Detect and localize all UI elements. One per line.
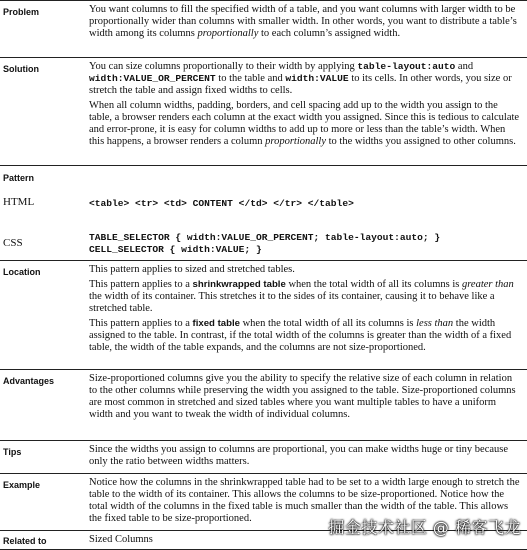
solution-row bbox=[0, 57, 527, 165]
code-width-value-or-percent: width:VALUE_OR_PERCENT bbox=[89, 73, 216, 84]
problem-emphasis: proportionally bbox=[197, 28, 259, 39]
related-content: Sized Columns bbox=[89, 534, 153, 545]
term-shrinkwrapped-table: shrinkwrapped table bbox=[192, 279, 286, 290]
advantages-content: Size-proportioned columns give you the ability to specify the relative size of each column in relation to the other columns while preserving the width you assigned to the table. Size-proportioned columns are most common in stretched and sized tables where you want multiple tables to have a uniform width and you want to tweak the width of individual columns. bbox=[89, 373, 516, 420]
solution-label: Solution bbox=[3, 64, 39, 74]
tips-label: Tips bbox=[3, 447, 22, 457]
html-code: <table> <tr> <td> CONTENT </td> </tr> </table> bbox=[89, 198, 354, 209]
location-row bbox=[0, 260, 527, 369]
css-code: TABLE_SELECTOR { width:VALUE_OR_PERCENT; table-layout:auto; } CELL_SELECTOR { width:VALUE; } bbox=[89, 232, 441, 255]
watermark: 掘金技术社区 @ 稀客飞龙 bbox=[328, 518, 521, 537]
related-label: Related to bbox=[3, 536, 47, 546]
problem-row bbox=[0, 0, 527, 57]
term-fixed-table: fixed table bbox=[192, 318, 240, 329]
problem-label: Problem bbox=[3, 7, 40, 17]
location-label: Location bbox=[3, 267, 41, 277]
pattern-label: Pattern bbox=[3, 173, 35, 183]
solution-content: You can size columns proportionally to their width by applying table-layout:auto and width:VALUE_OR_PERCENT to the table and width:VALUE to its cells. In other words, you size or stretch the table and assign fixed widths to cells. When all column widths, padding, borders, and cell spacing add up to the width you assign to the table, a browser renders each column at the exact width you assigned. Since this is tedious to calculate and error-prone, it is easy for column widths to add up to more or less than the table’s width. When this happens, a browser renders a column proportionally to the widths you assigned to other columns. bbox=[89, 61, 520, 147]
pattern-row bbox=[0, 165, 527, 260]
location-content: This pattern applies to sized and stretched tables. This pattern applies to a shrinkwrapped table when the total width of all its columns is greater than the width of its container. This stretches it to the sides of its container, causing it to behave like a stretched table. This pattern applies to a fixed table when the total width of all its columns is less than the width assigned to the table. In contrast, if the total width of the columns is greater than the width of a fixed table, the width of the table expands, and the columns are not size-proportioned. bbox=[89, 264, 514, 353]
code-width-value: width:VALUE bbox=[285, 73, 349, 84]
advantages-label: Advantages bbox=[3, 376, 55, 386]
example-content: Notice how the columns in the shrinkwrapped table had to be set to a width large enough to stretch the table to the width of its container. This allows the columns to be size-proportioned. Notice how the total width of the columns in the fixed table is much smaller than the width of the table. This allows the fixed table to be size-proportioned. bbox=[89, 477, 520, 524]
html-label: HTML bbox=[3, 196, 35, 208]
code-table-layout-auto: table-layout:auto bbox=[357, 61, 456, 72]
css-label: CSS bbox=[3, 237, 23, 249]
advantages-row bbox=[0, 369, 527, 440]
tips-content: Since the widths you assign to columns are proportional, you can make widths huge or tiny because only the ratio between widths matters. bbox=[89, 444, 509, 467]
tips-row bbox=[0, 440, 527, 473]
problem-content: You want columns to fill the specified width of a table, and you want columns with larger width to be proportionally wider than columns with smaller width. In other words, you want to distribute a table’s width among its columns proportionally to each column’s assigned width. bbox=[89, 4, 517, 39]
example-label: Example bbox=[3, 480, 41, 490]
